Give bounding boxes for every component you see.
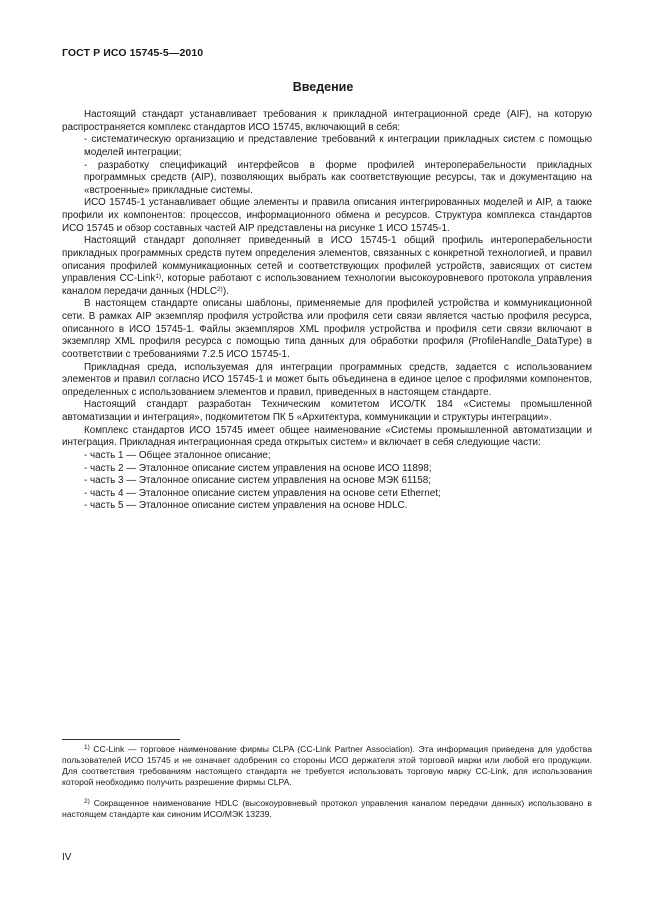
part-list-item: - часть 2 — Эталонное описание систем управления на основе ИСО 11898; <box>84 462 432 474</box>
paragraph-templates: В настоящем стандарте описаны шаблоны, применяемые для профилей устройства и коммуникационной сети. В рамках AIP экземпляр профиля устройства или профиля сети связи является частью профиля ресурса, описанного в ИСО 15745-1. Файлы экземпляров XML профиля устройства и профиля сети связи включают в экземпляр XML профиля ресурса с помощью типа данных для обработки профиля (ProfileHandle_DataType) в соответствии с требованиями 7.2.5 ИСО 15745-1. <box>62 298 592 360</box>
footnote-text: CC-Link — торговое наименование фирмы CLPA (CC-Link Partner Association). Эта информация приведена для удобства пользователей ИСО 15745 и не означает одобрения со стороны ИСО держателя этой торговой марки или любой его продукции. Для соответствия требованиям настоящего стандарта не требуется использовать торговую марку CC-Link, для использования которой необходимо получить разрешение фирмы CLPA. <box>62 744 592 787</box>
paragraph-application-framework: Прикладная среда, используемая для интеграции программных средств, задается с использованием элементов и правил согласно ИСО 15745-1 и может быть объединена в единое целое с профилями компонентов, определенных с использованием элементов и правил, приведенных в настоящем стандарте. <box>62 361 592 398</box>
document-code-header: ГОСТ Р ИСО 15745-5—2010 <box>62 47 204 59</box>
footnote-1 <box>62 744 592 788</box>
paragraph-cc-link <box>62 235 592 298</box>
cc-link-text-end: ). <box>222 285 229 297</box>
footnote-ref-2: 2) <box>217 285 223 293</box>
body-text <box>62 109 592 513</box>
list-item-aip-specifications: - разработку спецификаций интерфейсов в форме профилей интероперабельности прикладных программных средств (AIP), позволяющих выбрать как соответствующие ресурсы, так и документацию на «встроенные» прикладные системы. <box>84 159 592 196</box>
list-item-integration-models: - систематическую организацию и представление требований к интеграции прикладных систем с помощью моделей интеграции; <box>84 134 592 158</box>
footnote-ref-1: 1) <box>155 273 162 281</box>
footnote-separator <box>62 739 180 740</box>
footnote-mark: 2) <box>84 798 90 805</box>
footnote-text: Сокращенное наименование HDLC (высокоуровневый протокол управления каналом передачи данных) использовано в настоящем стандарте как синоним ИСО/МЭК 13239. <box>62 798 592 819</box>
cc-link-text-middle: , которые работают с использованием технологии высокоуровневого протокола управления каналом передачи данных (HDLC <box>62 273 592 297</box>
footnote-2 <box>62 798 592 820</box>
part-list-item: - часть 1 — Общее эталонное описание; <box>84 449 271 461</box>
page-number: IV <box>62 852 72 863</box>
paragraph-iso-15745-1: ИСО 15745-1 устанавливает общие элементы и правила описания интегрированных моделей и AIP, а также профили их компонентов: процессов, информационного обмена и ресурсов. Структура комплекса стандартов ИСО 15745 и обзор составных частей AIP представлены на рисунке 1 ИСО 15745-1. <box>62 197 592 234</box>
paragraph-parts-intro: Комплекс стандартов ИСО 15745 имеет общее наименование «Системы промышленной автоматизации и интеграция. Прикладная интеграционная среда открытых систем» и включает в себя следующие части: <box>62 424 592 449</box>
paragraph-committee: Настоящий стандарт разработан Техническим комитетом ИСО/ТК 184 «Системы промышленной автоматизации и интеграция», подкомитетом ПК 5 «Архитектура, коммуникации и структуры интеграции». <box>62 399 592 423</box>
footnote-mark: 1) <box>84 744 90 751</box>
paragraph-intro: Настоящий стандарт устанавливает требования к прикладной интеграционной среде (AIF), на которую распространяется комплекс стандартов ИСО 15745, включающий в себя: <box>62 109 592 133</box>
cc-link-text-start: Настоящий стандарт дополняет приведенный в ИСО 15745-1 общий профиль интероперабельности прикладных программных средств путем определения элементов, связанных с конкретной технологией, и правил описания профилей коммуникационных сетей и соответствующих профилей устройств, зависящих от систем управления CC-Link <box>62 235 592 285</box>
part-list-item: - часть 5 — Эталонное описание систем управления на основе HDLC. <box>84 500 408 512</box>
part-list-item: - часть 3 — Эталонное описание систем управления на основе МЭК 61158; <box>84 475 432 487</box>
section-title: Введение <box>292 80 354 94</box>
part-list-item: - часть 4 — Эталонное описание систем управления на основе сети Ethernet; <box>84 487 441 499</box>
